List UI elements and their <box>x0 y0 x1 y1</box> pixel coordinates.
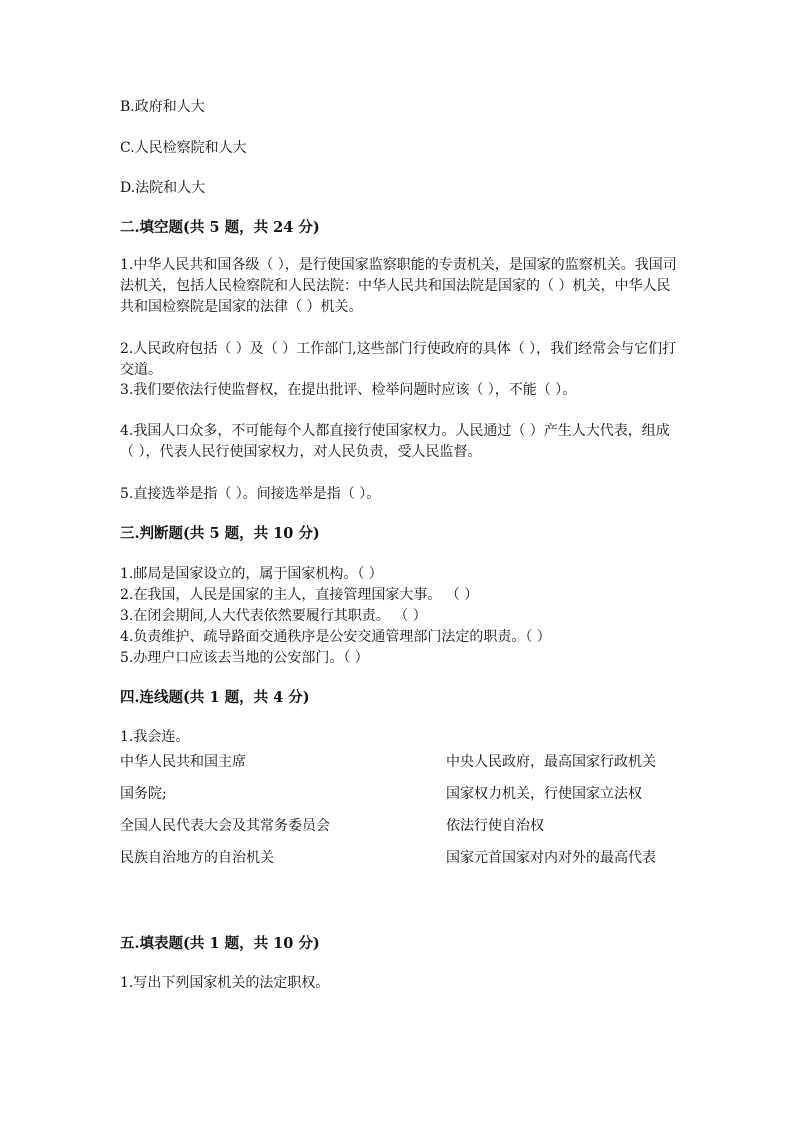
section-5-title: 五.填表题(共 1 题，共 10 分) <box>120 935 320 952</box>
judge-question-5: 5.办理户口应该去当地的公安部门。（ ） <box>120 650 369 666</box>
judge-question-4: 4.负责维护、疏导路面交通秩序是公安交通管理部门法定的职责。（ ） <box>120 629 551 645</box>
option-c: C.人民检察院和人大 <box>120 140 247 156</box>
judge-question-3: 3.在闭会期间,人大代表依然要履行其职责。 （ ） <box>120 608 427 624</box>
match-left-item: 全国人民代表大会及其常务委员会 <box>120 818 330 834</box>
fill-question-4: 4.我国人口众多，不可能每个人都直接行使国家权力。人民通过（ ）产生人大代表，组成（ ），代表人民行使国家权力，对人民负责，受人民监督。 <box>120 423 670 460</box>
section-2-title: 二.填空题(共 5 题，共 24 分) <box>120 219 320 236</box>
table-question-1: 1.写出下列国家机关的法定职权。 <box>120 975 330 991</box>
fill-question-1: 1.中华人民共和国各级（ ），是行使国家监察职能的专责机关，是国家的监察机关。我国司法机关，包括人民检察院和人民法院：中华人民共和国法院是国家的（ ）机关，中华人民共和国检察院是国家的法律（ ）机关。 <box>120 257 677 315</box>
section-3-title: 三.判断题(共 5 题，共 10 分) <box>120 525 320 542</box>
judge-question-1: 1.邮局是国家设立的，属于国家机构。（ ） <box>120 566 383 582</box>
match-question-1: 1.我会连。 <box>120 729 190 745</box>
match-right-item: 国家元首国家对内对外的最高代表 <box>446 850 656 866</box>
match-left-item: 中华人民共和国主席 <box>120 754 246 770</box>
section-4-title: 四.连线题(共 1 题，共 4 分) <box>120 689 310 706</box>
match-right-item: 中央人民政府，最高国家行政机关 <box>446 754 656 770</box>
option-d: D.法院和人大 <box>120 180 206 196</box>
option-b: B.政府和人大 <box>120 99 205 115</box>
judge-question-2: 2.在我国，人民是国家的主人，直接管理国家大事。 （ ） <box>120 587 479 603</box>
match-left-item: 民族自治地方的自治机关 <box>120 850 274 866</box>
fill-question-2: 2.人民政府包括（ ）及（ ）工作部门,这些部门行使政府的具体（ ），我们经常会与它们打交道。 <box>120 341 677 378</box>
match-left-item: 国务院; <box>120 786 167 802</box>
match-right-item: 国家权力机关，行使国家立法权 <box>446 786 642 802</box>
match-right-item: 依法行使自治权 <box>446 818 544 834</box>
fill-question-3: 3.我们要依法行使监督权，在提出批评、检举问题时应该（ ），不能（ ）。 <box>120 382 577 398</box>
fill-question-5: 5.直接选举是指（ ）。间接选举是指（ ）。 <box>120 486 381 502</box>
